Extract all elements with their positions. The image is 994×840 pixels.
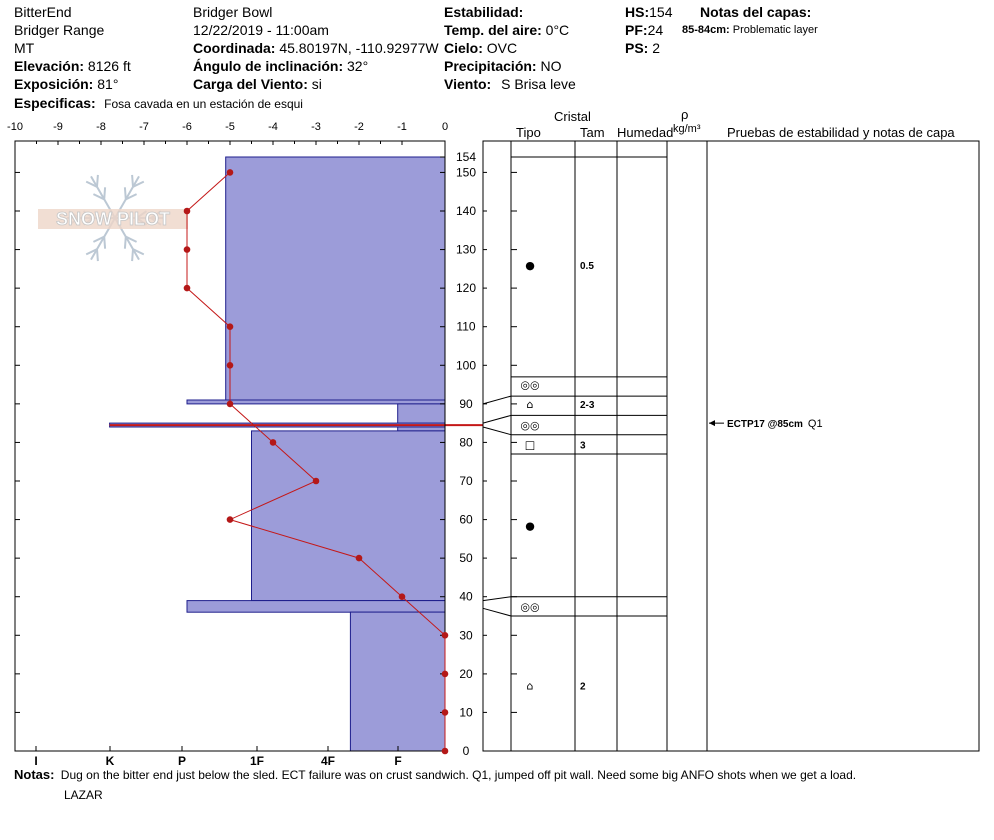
snowflake-branch <box>104 237 105 249</box>
temp-tick-label: -4 <box>268 121 278 133</box>
hardness-tick-label: F <box>394 754 402 768</box>
crystal-type-symbol: ● <box>525 259 535 272</box>
height-tick-label: 70 <box>459 474 473 488</box>
layer-leader <box>483 427 511 435</box>
header-density-unit: kg/m³ <box>673 123 701 135</box>
hs-value: 154 <box>649 4 673 20</box>
specifics-label: Especificas: <box>14 95 96 111</box>
sky-value: OVC <box>486 40 518 56</box>
crystal-type-symbol: ◎◎ <box>520 419 540 433</box>
temperature-point <box>227 516 234 523</box>
temp-tick-label: -7 <box>139 121 149 133</box>
notes-row <box>14 768 856 782</box>
layer-leader <box>483 597 511 601</box>
temperature-point <box>227 362 234 369</box>
temp-tick-label: -10 <box>7 121 23 133</box>
coordinate-label: Coordinada: <box>193 40 276 56</box>
ps-label: PS: <box>625 40 649 56</box>
wind-label: Viento: <box>444 76 492 92</box>
height-tick-label: 80 <box>459 435 473 450</box>
temp-tick-label: -3 <box>311 121 321 133</box>
precip-value: NO <box>540 58 562 74</box>
crystal-size-label: 3 <box>580 440 586 452</box>
crystal-size-label: 0.5 <box>580 261 594 272</box>
notes-author: LAZAR <box>64 788 103 802</box>
temperature-point <box>184 285 191 292</box>
incline-label: Ángulo de inclinación: <box>193 58 344 74</box>
ps-value: 2 <box>652 40 661 56</box>
temperature-point <box>442 632 449 639</box>
height-tick-label: 90 <box>459 396 473 411</box>
hardness-tick-label: P <box>177 754 187 768</box>
area-name: Bridger Bowl <box>193 4 273 20</box>
height-tick-label: 120 <box>455 281 477 296</box>
temperature-point <box>313 478 320 485</box>
stability-test-label <box>727 418 823 430</box>
crystal-size-label: 2-3 <box>580 399 595 411</box>
temperature-point <box>227 169 234 176</box>
height-tick-label: 130 <box>455 242 477 257</box>
notes-label: Notas: <box>14 767 55 782</box>
temp-tick-label: -5 <box>225 121 235 133</box>
height-tick-label: 40 <box>459 589 473 604</box>
temperature-point <box>442 748 449 755</box>
crystal-type-symbol: ⌂ <box>526 679 534 693</box>
height-tick-label: 60 <box>459 512 473 527</box>
crystal-type-symbol: ⌂ <box>526 397 534 411</box>
snowflake-branch <box>104 187 105 199</box>
temperature-point <box>442 671 449 678</box>
pf-label: PF: <box>625 22 648 38</box>
snowflake-branch <box>97 249 98 261</box>
hardness-tick-label: I <box>34 754 38 768</box>
header-rho: ρ <box>681 107 689 122</box>
stability-label: Estabilidad: <box>444 4 524 20</box>
hardness-layer <box>350 612 445 751</box>
hardness-layer <box>398 404 445 423</box>
height-tick-label: 110 <box>456 319 476 334</box>
crystal-type-symbol: ◎◎ <box>520 600 540 614</box>
crystal-size-label: 2 <box>580 681 586 693</box>
sky-label: Cielo: <box>444 40 483 56</box>
test-quality: Q1 <box>807 418 823 431</box>
crystal-type-symbol: □ <box>524 438 536 452</box>
elevation-label: Elevación: <box>14 58 85 74</box>
state-name: MT <box>14 40 35 56</box>
hardness-layer <box>252 431 446 601</box>
air-temp-label: Temp. del aire: <box>444 22 542 38</box>
specifics-value: Fosa cavada en un estación de esqui <box>104 97 303 111</box>
height-tick-label: 140 <box>455 204 477 218</box>
snowflake-branch <box>125 187 126 199</box>
crystal-type-symbol: ● <box>525 519 535 533</box>
layer-leader <box>483 396 511 404</box>
wind-load-value: si <box>311 76 322 92</box>
hardness-tick-label: 4F <box>320 754 336 768</box>
test-arrow-icon <box>709 420 715 426</box>
hardness-tick-label: K <box>105 754 115 768</box>
range-name: Bridger Range <box>14 22 105 38</box>
table-frame <box>483 141 979 751</box>
layer-note-text: Problematic layer <box>732 24 818 36</box>
header-tipo: Tipo <box>516 125 541 140</box>
temperature-point <box>227 323 234 330</box>
coordinate-value: 45.80197N, -110.92977W <box>279 40 439 56</box>
temp-tick-label: 0 <box>441 121 449 133</box>
temp-tick-label: -6 <box>182 121 192 133</box>
temperature-point <box>442 709 449 716</box>
temp-tick-label: -8 <box>96 121 106 133</box>
height-tick-label: 150 <box>455 165 477 180</box>
precip-label: Precipitación: <box>444 58 537 74</box>
hardness-layer <box>187 601 445 613</box>
header-tam: Tam <box>580 125 605 140</box>
temp-tick-label: -2 <box>354 121 364 133</box>
wind-load-label: Carga del Viento: <box>193 76 308 92</box>
pf-value: 24 <box>647 22 664 38</box>
temperature-point <box>227 401 234 408</box>
air-temp-value: 0°C <box>545 22 570 38</box>
snowflake-branch <box>125 237 126 249</box>
snowflake-branch <box>97 175 98 187</box>
elevation-value: 8126 ft <box>87 58 131 74</box>
aspect-label: Exposición: <box>14 76 94 92</box>
height-tick-label: 154 <box>455 150 477 164</box>
hardness-tick-label: 1F <box>249 754 265 768</box>
aspect-value: 81° <box>97 76 119 92</box>
notes-text: Dug on the bitter end just below the sled. ECT failure was on crust sandwich. Q1, jumped off pit wall. Need some big ANFO shots when we get a load. <box>60 768 857 782</box>
incline-value: 32° <box>347 58 369 74</box>
height-tick-label: 30 <box>459 628 473 643</box>
height-tick-label: 20 <box>459 666 473 681</box>
observation-datetime: 12/22/2019 - 11:00am <box>193 22 329 38</box>
hs-label: HS: <box>625 4 650 20</box>
temperature-point <box>270 439 277 446</box>
height-tick-label: 50 <box>459 551 473 566</box>
temperature-point <box>184 246 191 253</box>
temperature-point <box>356 555 363 562</box>
temperature-point <box>184 208 191 215</box>
temperature-point <box>399 593 406 600</box>
temp-tick-label: -1 <box>397 121 407 133</box>
hardness-layer <box>187 400 445 404</box>
layer-note-depth: 85-84cm: <box>682 24 730 36</box>
location-name: BitterEnd <box>14 4 72 20</box>
temp-tick-label: -9 <box>53 121 63 133</box>
crystal-type-symbol: ◎◎ <box>520 378 540 392</box>
height-tick-label: 10 <box>459 705 473 720</box>
hardness-layer <box>398 427 445 431</box>
header-cristal: Cristal <box>554 109 591 124</box>
snowpilot-logo <box>38 175 188 261</box>
test-code: ECTP17 @85cm <box>727 419 803 431</box>
header-humedad: Humedad <box>617 125 674 140</box>
layer-leader <box>483 415 511 423</box>
hardness-layer <box>226 157 445 400</box>
height-tick-label: 0 <box>462 744 470 758</box>
wind-value: S Brisa leve <box>501 76 576 92</box>
snowflake-branch <box>132 249 133 261</box>
height-tick-label: 100 <box>455 358 477 373</box>
logo-text: SNOW PILOT <box>56 209 170 229</box>
layer-notes-label: Notas del capas: <box>700 4 812 20</box>
header-tests: Pruebas de estabilidad y notas de capa <box>727 125 955 140</box>
layer-leader <box>483 608 511 616</box>
snowflake-branch <box>132 175 133 187</box>
